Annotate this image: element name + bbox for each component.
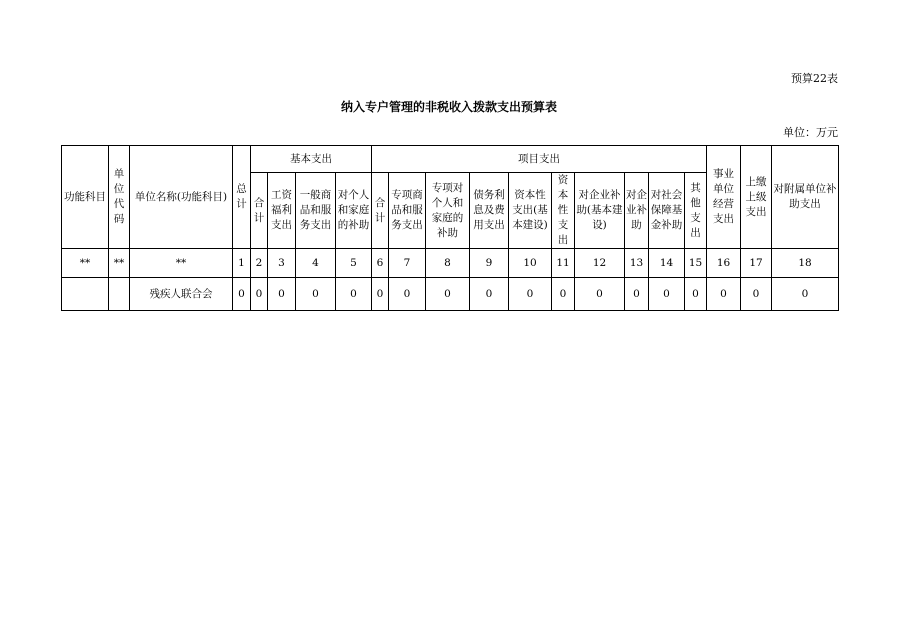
cell-value: 0 (649, 278, 685, 311)
cell-value: 0 (552, 278, 575, 311)
header-project-enterprise: 对企业补助 (625, 173, 649, 249)
cell-func-subject (62, 278, 109, 311)
index-cell: 13 (625, 249, 649, 278)
header-project-capital-infra: 资本性支出(基本建设) (509, 173, 552, 249)
index-cell: 1 (233, 249, 251, 278)
header-project-debt-interest: 债务利息及费用支出 (470, 173, 509, 249)
header-unit-code: 单位代码 (109, 146, 130, 249)
index-cell: 16 (707, 249, 741, 278)
cell-value: 0 (268, 278, 296, 311)
cell-value: 0 (296, 278, 336, 311)
cell-value: 0 (741, 278, 772, 311)
index-cell: 14 (649, 249, 685, 278)
header-business: 事业单位经营支出 (707, 146, 741, 249)
cell-value: 0 (372, 278, 389, 311)
header-project-capital: 资本性支出 (552, 173, 575, 249)
header-basic-subtotal: 合计 (251, 173, 268, 249)
header-unit-name: 单位名称(功能科目) (130, 146, 233, 249)
cell-value: 0 (251, 278, 268, 311)
index-cell: ** (62, 249, 109, 278)
header-total: 总计 (233, 146, 251, 249)
header-func-subject: 功能科目 (62, 146, 109, 249)
header-project-group: 项目支出 (372, 146, 707, 173)
index-cell: ** (109, 249, 130, 278)
index-cell: 6 (372, 249, 389, 278)
index-cell: 15 (685, 249, 707, 278)
header-basic-wages: 工资福利支出 (268, 173, 296, 249)
header-affiliated: 对附属单位补助支出 (772, 146, 839, 249)
header-project-special-goods: 专项商品和服务支出 (389, 173, 426, 249)
cell-value: 0 (336, 278, 372, 311)
cell-value: 0 (426, 278, 470, 311)
table-row (62, 278, 839, 311)
index-cell: 12 (575, 249, 625, 278)
cell-value: 0 (389, 278, 426, 311)
header-upper-level: 上缴上级支出 (741, 146, 772, 249)
index-cell: 11 (552, 249, 575, 278)
index-cell: 10 (509, 249, 552, 278)
index-cell: 17 (741, 249, 772, 278)
cell-value: 0 (685, 278, 707, 311)
header-basic-goods-services: 一般商品和服务支出 (296, 173, 336, 249)
cell-value: 0 (625, 278, 649, 311)
header-basic-group: 基本支出 (251, 146, 372, 173)
cell-value: 0 (509, 278, 552, 311)
cell-value: 0 (772, 278, 839, 311)
header-basic-individual-family: 对个人和家庭的补助 (336, 173, 372, 249)
index-cell: ** (130, 249, 233, 278)
index-cell: 8 (426, 249, 470, 278)
header-project-other: 其他支出 (685, 173, 707, 249)
header-project-special-individual: 专项对个人和家庭的补助 (426, 173, 470, 249)
cell-value: 0 (470, 278, 509, 311)
header-project-enterprise-infra: 对企业补助(基本建设) (575, 173, 625, 249)
cell-unit-code (109, 278, 130, 311)
cell-value: 0 (575, 278, 625, 311)
cell-value: 0 (233, 278, 251, 311)
cell-unit-name: 残疾人联合会 (130, 278, 233, 311)
index-row (62, 249, 839, 278)
index-cell: 18 (772, 249, 839, 278)
page-title: 纳入专户管理的非税收入拨款支出预算表 (340, 100, 557, 114)
form-number: 预算22表 (791, 72, 838, 85)
index-cell: 3 (268, 249, 296, 278)
cell-value: 0 (707, 278, 741, 311)
index-cell: 9 (470, 249, 509, 278)
budget-table (61, 145, 839, 311)
index-cell: 2 (251, 249, 268, 278)
index-cell: 4 (296, 249, 336, 278)
header-project-social-security: 对社会保障基金补助 (649, 173, 685, 249)
index-cell: 7 (389, 249, 426, 278)
header-project-subtotal: 合计 (372, 173, 389, 249)
index-cell: 5 (336, 249, 372, 278)
unit-label: 单位：万元 (783, 126, 838, 139)
